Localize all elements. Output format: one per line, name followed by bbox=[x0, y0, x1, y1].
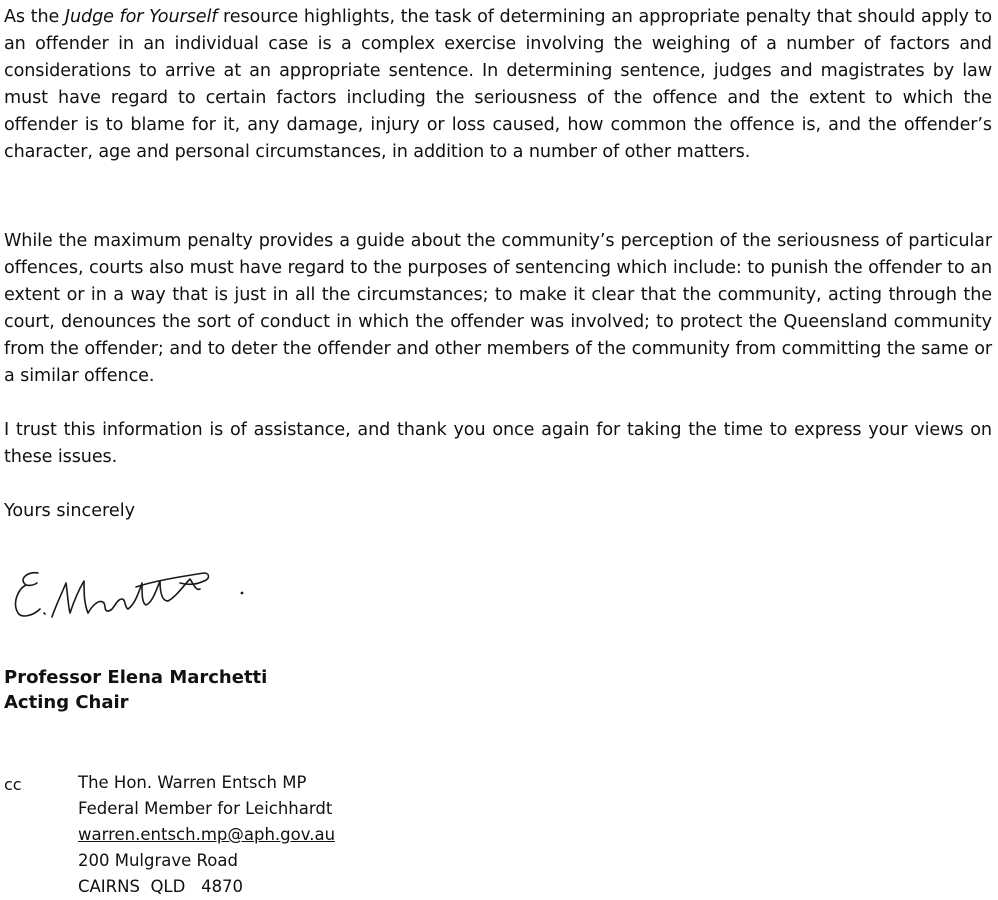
closing-salutation: Yours sincerely bbox=[4, 501, 135, 521]
cc-recipient-role: Federal Member for Leichhardt bbox=[78, 799, 333, 818]
paragraph-closing-thanks: I trust this information is of assistance, and thank you once again for taking the time to express your views on these issues. bbox=[4, 420, 992, 467]
signatory-title: Acting Chair bbox=[4, 692, 129, 713]
paragraph-1-rest: resource highlights, the task of determining an appropriate penalty that should apply to an offender in an individual case is a complex exercise involving the weighing of a number of factors and considerations to arrive at an appropriate sentence. In determining sentence, judges and magistrates by law must have regard to certain factors including the seriousness of the offence and the extent to which the offender is to blame for it, any damage, injury or loss caused, how common the offence is, and the offender’s character, age and personal circumstances, in addition to a number of other matters. bbox=[4, 7, 992, 162]
paragraph-1-prefix: As the bbox=[4, 7, 65, 27]
paragraph-penalty-factors bbox=[4, 4, 992, 166]
paragraph-sentencing-purposes: While the maximum penalty provides a guide about the community’s perception of the seriousness of particular offences, courts also must have regard to the purposes of sentencing which include: to punish the offender to an extent or in a way that is just in all the circumstances; to make it clear that the community, acting through the court, denounces the sort of conduct in which the offender was involved; to protect the Queensland community from the offender; and to deter the offender and other members of the community from committing the same or a similar offence. bbox=[4, 231, 992, 386]
cc-label: cc bbox=[4, 775, 22, 794]
cc-recipient-block bbox=[78, 770, 335, 900]
cc-email-link[interactable]: warren.entsch.mp@aph.gov.au bbox=[78, 825, 336, 844]
cc-recipient-name: The Hon. Warren Entsch MP bbox=[78, 773, 307, 792]
cc-street-address: 200 Mulgrave Road bbox=[78, 851, 238, 870]
handwritten-signature bbox=[4, 559, 254, 629]
signatory-name: Professor Elena Marchetti bbox=[4, 667, 268, 688]
cc-city-postcode: CAIRNS QLD 4870 bbox=[78, 877, 244, 896]
resource-title: Judge for Yourself bbox=[64, 7, 218, 27]
